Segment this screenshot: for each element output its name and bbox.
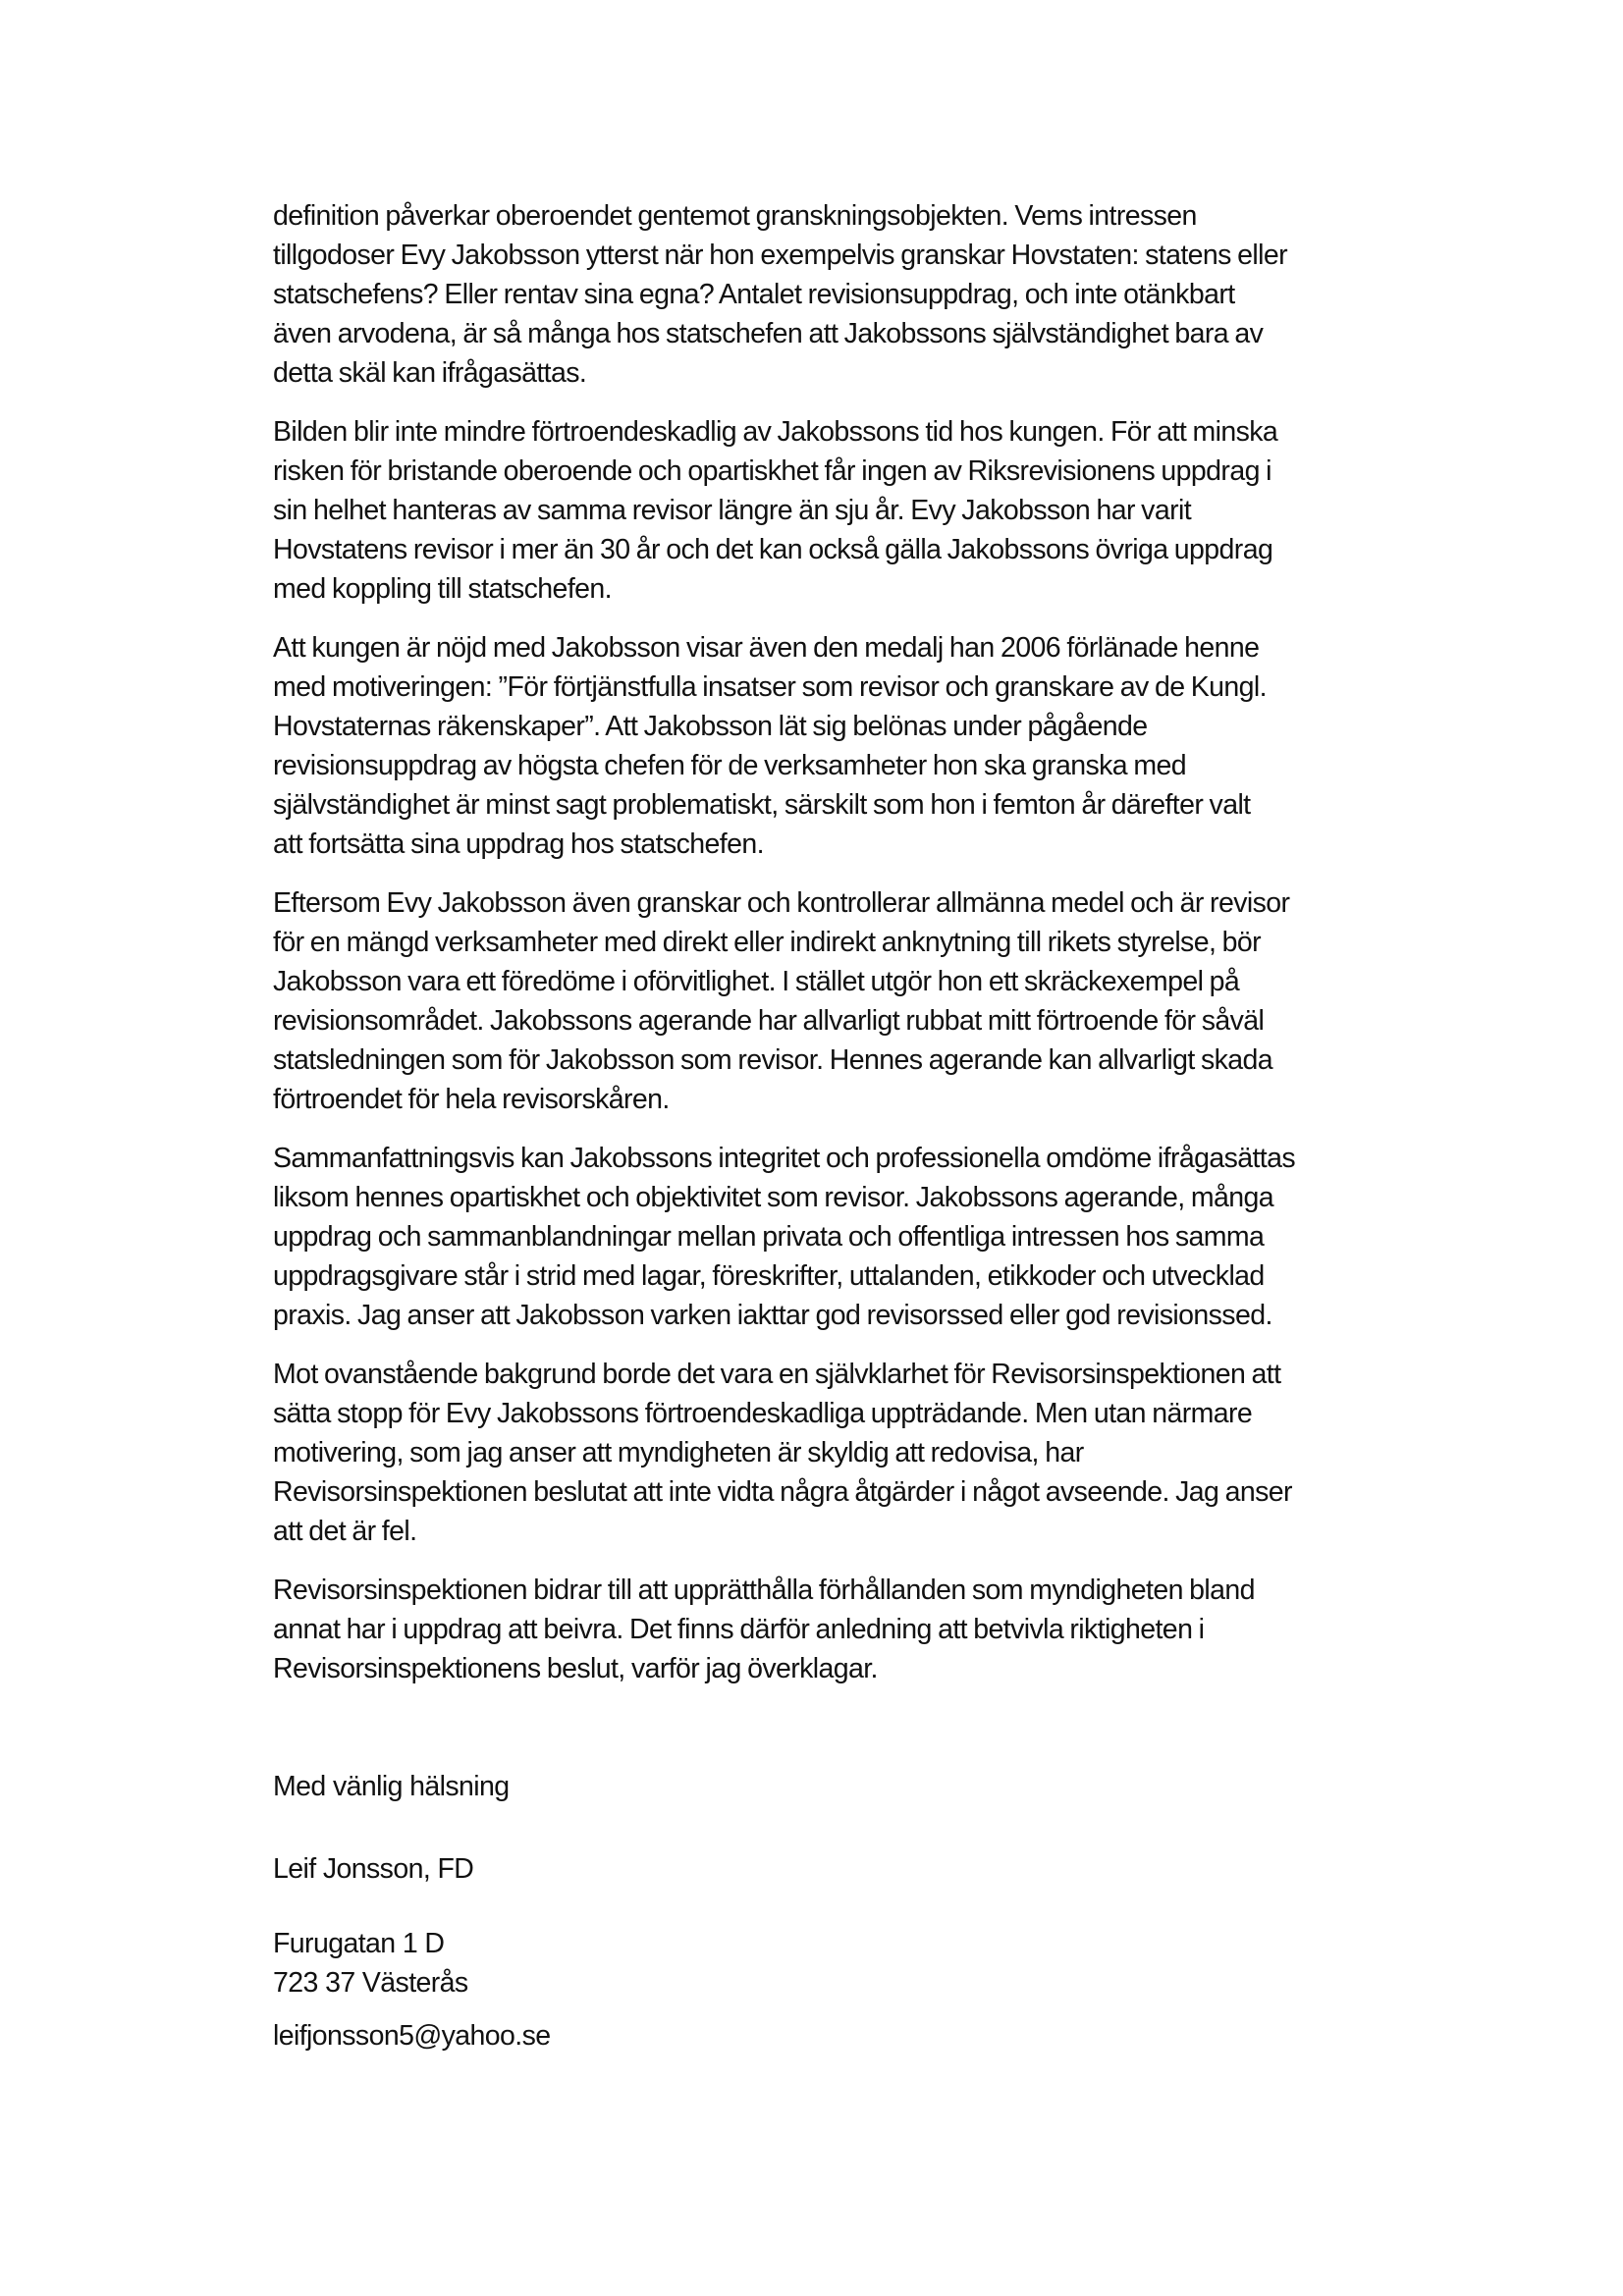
text-line: revisionsuppdrag av högsta chefen för de verksamheter hon ska granska med (273, 750, 1187, 781)
text-line: Revisorsinspektionens beslut, varför jag överklagar. (273, 1653, 878, 1684)
text-line: uppdrag och sammanblandningar mellan privata och offentliga intressen hos samma (273, 1221, 1265, 1253)
text-line: Revisorsinspektionen beslutat att inte vidta några åtgärder i något avseende. Jag anser (273, 1476, 1292, 1508)
text-line: sätta stopp för Evy Jakobssons förtroendeskadliga uppträdande. Men utan närmare (273, 1398, 1253, 1429)
text-line: för en mängd verksamheter med direkt eller indirekt anknytning till rikets styrelse, bör (273, 927, 1261, 958)
address-city: 723 37 Västerås (273, 1967, 468, 1999)
text-line: definition påverkar oberoendet gentemot granskningsobjekten. Vems intressen (273, 200, 1197, 232)
text-line: Hovstatens revisor i mer än 30 år och det kan också gälla Jakobssons övriga uppdrag (273, 534, 1273, 565)
salutation: Med vänlig hälsning (273, 1771, 510, 1802)
text-line: tillgodoser Evy Jakobsson ytterst när hon exempelvis granskar Hovstaten: statens eller (273, 240, 1288, 271)
text-line: motivering, som jag anser att myndigheten är skyldig att redovisa, har (273, 1437, 1084, 1468)
text-line: annat har i uppdrag att beivra. Det finns därför anledning att betvivla riktigheten i (273, 1614, 1205, 1645)
address-street: Furugatan 1 D (273, 1928, 445, 1959)
text-line: uppdragsgivare står i strid med lagar, föreskrifter, uttalanden, etikkoder och utvecklad (273, 1260, 1265, 1292)
text-line: med motiveringen: ”För förtjänstfulla insatser som revisor och granskare av de Kungl. (273, 671, 1267, 703)
text-line: Hovstaternas räkenskaper”. Att Jakobsson lät sig belönas under pågående (273, 711, 1148, 742)
text-line: revisionsområdet. Jakobssons agerande har allvarligt rubbat mitt förtroende för såväl (273, 1005, 1265, 1037)
paragraph-1 (273, 196, 1451, 393)
text-line: Att kungen är nöjd med Jakobsson visar även den medalj han 2006 förlänade henne (273, 632, 1260, 664)
text-line: självständighet är minst sagt problematiskt, särskilt som hon i femton år därefter valt (273, 789, 1251, 821)
text-line: statsledningen som för Jakobsson som revisor. Hennes agerande kan allvarligt skada (273, 1044, 1273, 1076)
paragraph-2 (273, 412, 1451, 609)
text-line: även arvodena, är så många hos statschefen att Jakobssons självständighet bara av (273, 318, 1264, 349)
text-line: Mot ovanstående bakgrund borde det vara en självklarhet för Revisorsinspektionen att (273, 1359, 1281, 1390)
text-line: att fortsätta sina uppdrag hos statschefen. (273, 828, 764, 860)
letter-body (273, 196, 1451, 1708)
text-line: med koppling till statschefen. (273, 573, 612, 605)
text-line: risken för bristande oberoende och opartiskhet får ingen av Riksrevisionens uppdrag i (273, 455, 1271, 487)
text-line: sin helhet hanteras av samma revisor längre än sju år. Evy Jakobsson har varit (273, 495, 1192, 526)
letter-closing (273, 1767, 551, 2056)
paragraph-3 (273, 628, 1451, 864)
text-line: Revisorsinspektionen bidrar till att upprätthålla förhållanden som myndigheten bland (273, 1575, 1255, 1606)
signature-name: Leif Jonsson, FD (273, 1853, 474, 1885)
paragraph-7 (273, 1571, 1451, 1688)
text-line: att det är fel. (273, 1516, 417, 1547)
text-line: detta skäl kan ifrågasättas. (273, 357, 587, 389)
paragraph-4 (273, 883, 1451, 1119)
email-address: leifjonsson5@yahoo.se (273, 2020, 551, 2052)
paragraph-6 (273, 1355, 1451, 1551)
text-line: Eftersom Evy Jakobsson även granskar och kontrollerar allmänna medel och är revisor (273, 887, 1290, 919)
text-line: förtroendet för hela revisorskåren. (273, 1084, 670, 1115)
paragraph-5 (273, 1139, 1451, 1335)
text-line: Sammanfattningsvis kan Jakobssons integritet och professionella omdöme ifrågasättas (273, 1143, 1296, 1174)
text-line: statschefens? Eller rentav sina egna? Antalet revisionsuppdrag, och inte otänkbart (273, 279, 1235, 310)
text-line: Jakobsson vara ett föredöme i oförvitlighet. I stället utgör hon ett skräckexempel på (273, 966, 1240, 997)
text-line: praxis. Jag anser att Jakobsson varken iakttar god revisorssed eller god revisionssed. (273, 1300, 1272, 1331)
text-line: Bilden blir inte mindre förtroendeskadlig av Jakobssons tid hos kungen. För att minska (273, 416, 1278, 448)
text-line: liksom hennes opartiskhet och objektivitet som revisor. Jakobssons agerande, många (273, 1182, 1274, 1213)
